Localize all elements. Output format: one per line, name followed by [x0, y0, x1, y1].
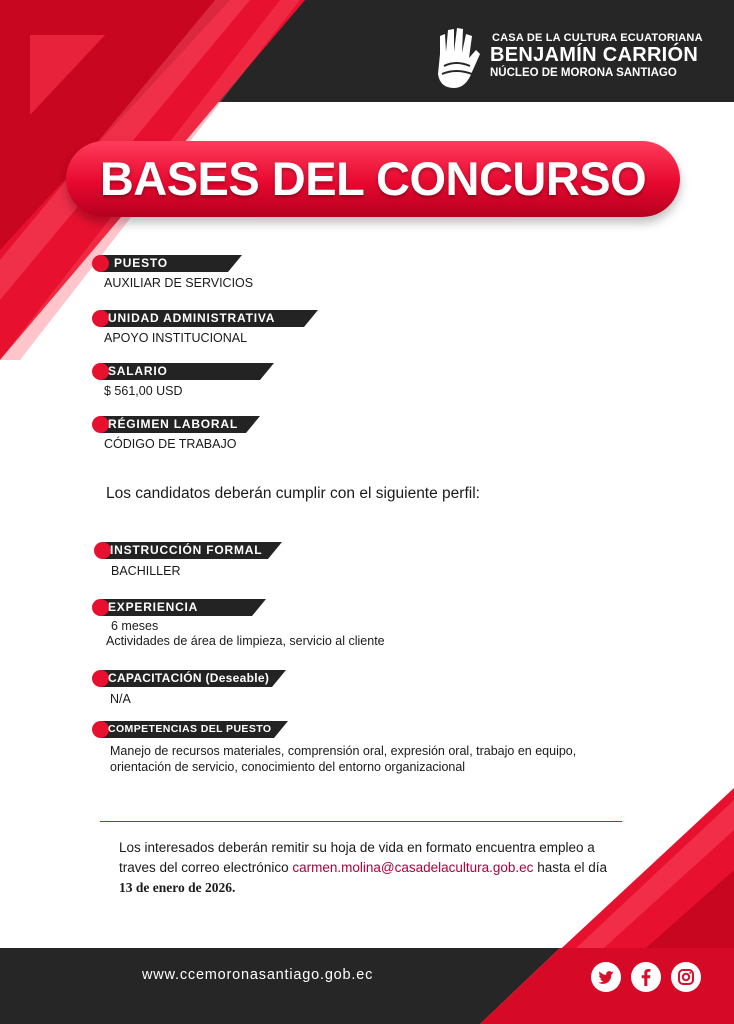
closing-paragraph: [119, 838, 619, 898]
org-line-3: NÚCLEO DE MORONA SANTIAGO: [490, 67, 677, 79]
instagram-icon[interactable]: [671, 962, 701, 992]
page-title: BASES DEL CONCURSO: [99, 152, 647, 205]
website-link[interactable]: www.ccemoronasantiago.gob.ec: [142, 967, 374, 983]
value-experiencia-detalle: Actividades de área de limpieza, servicio al cliente: [106, 634, 385, 648]
value-puesto: AUXILIAR DE SERVICIOS: [104, 276, 254, 290]
section-divider: [100, 821, 622, 822]
organization-logo: [432, 22, 702, 96]
profile-intro: Los candidatos deberán cumplir con el siguiente perfil:: [106, 485, 480, 502]
value-competencias-line2: orientación de servicio, conocimiento del entorno organizacional: [110, 760, 466, 774]
contact-email-link[interactable]: carmen.molina@casadelacultura.gob.ec: [292, 860, 534, 875]
deadline-date: 13 de enero de 2026.: [119, 880, 236, 895]
value-instruccion-formal: BACHILLER: [111, 564, 181, 578]
value-regimen-laboral: CÓDIGO DE TRABAJO: [104, 437, 237, 451]
closing-text-1: Los interesados deberán remitir su hoja de vida en formato encuentra empleo a traves del correo electrónico: [119, 840, 595, 875]
value-experiencia-tiempo: 6 meses: [111, 619, 159, 633]
org-line-1: CASA DE LA CULTURA ECUATORIANA: [492, 32, 703, 44]
value-salario: $ 561,00 USD: [104, 384, 183, 398]
twitter-icon[interactable]: [591, 962, 621, 992]
value-competencias-line1: Manejo de recursos materiales, comprensión oral, expresión oral, trabajo en equipo,: [110, 744, 577, 758]
org-line-2: BENJAMÍN CARRIÓN: [490, 44, 699, 66]
facebook-icon[interactable]: [631, 962, 661, 992]
hand-logo-icon: [432, 26, 484, 92]
value-capacitacion: N/A: [110, 692, 131, 706]
closing-text-2: hasta el día: [533, 860, 607, 875]
value-unidad-administrativa: APOYO INSTITUCIONAL: [104, 331, 248, 345]
